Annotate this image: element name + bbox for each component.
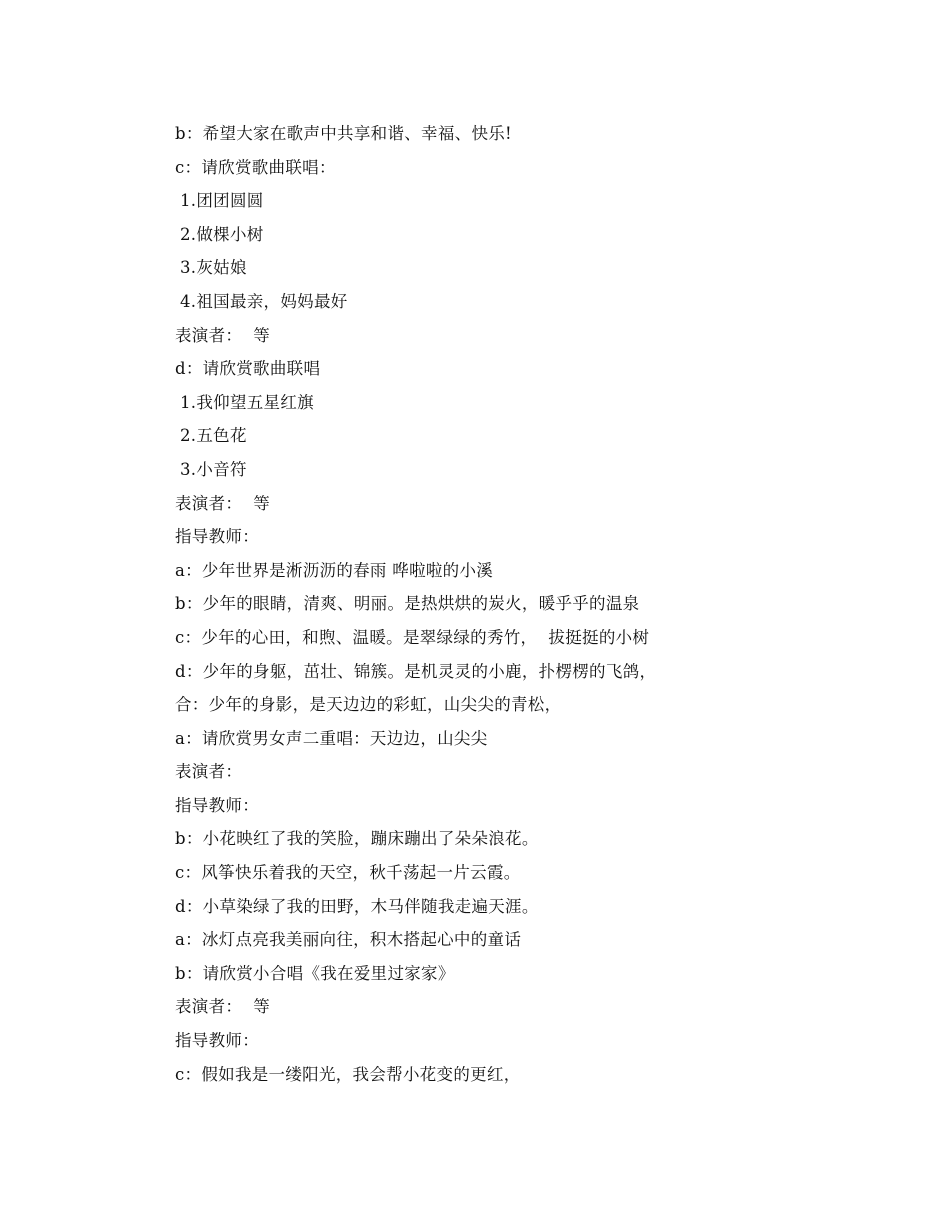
text-line: c：风筝快乐着我的天空，秋千荡起一片云霞。 [175,863,521,883]
list-item: 2.做棵小树 [180,224,264,244]
text-line: 表演者： 等 [175,325,271,345]
text-line: a：冰灯点亮我美丽向往，积木搭起心中的童话 [175,930,522,950]
list-item: 1.我仰望五星红旗 [180,392,314,412]
text-line: 合：少年的身影，是天边边的彩虹，山尖尖的青松， [175,695,562,715]
text-line: d：请欣赏歌曲联唱 [175,359,321,379]
text-line: 指导教师： [175,1031,259,1051]
text-line: c：假如我是一缕阳光，我会帮小花变的更红， [175,1064,521,1084]
text-line: b：少年的眼睛，清爽、明丽。是热烘烘的炭火，暖乎乎的温泉 [175,594,640,614]
text-line: 表演者： 等 [175,997,271,1017]
text-line: b：小花映红了我的笑脸，蹦床蹦出了朵朵浪花。 [175,829,539,849]
list-item: 3.小音符 [180,459,247,479]
text-line: c：少年的心田，和煦、温暖。是翠绿绿的秀竹， 拔挺挺的小树 [175,627,650,647]
text-line: 指导教师： [175,527,259,547]
text-line: c：请欣赏歌曲联唱： [175,157,336,177]
list-item: 4.祖国最亲，妈妈最好 [180,291,348,311]
document-body [175,117,875,1091]
text-line: a：请欣赏男女声二重唱：天边边，山尖尖 [175,728,488,748]
text-line: b：希望大家在歌声中共享和谐、幸福、快乐! [175,124,512,143]
text-line: a：少年世界是淅沥沥的春雨 哗啦啦的小溪 [175,560,494,580]
text-line: b：请欣赏小合唱《我在爱里过家家》 [175,963,455,983]
list-item: 2.五色花 [180,426,247,446]
text-line: d：小草染绿了我的田野，木马伴随我走遍天涯。 [175,896,539,916]
list-item: 3.灰姑娘 [180,258,247,278]
text-line: 指导教师： [175,795,259,815]
text-line: 表演者： 等 [175,493,271,513]
text-line: d：少年的身躯，茁壮、锦簇。是机灵灵的小鹿，扑楞楞的飞鸽， [175,661,657,681]
list-item: 1.团团圆圆 [180,191,264,211]
text-line: 表演者： [175,762,243,782]
